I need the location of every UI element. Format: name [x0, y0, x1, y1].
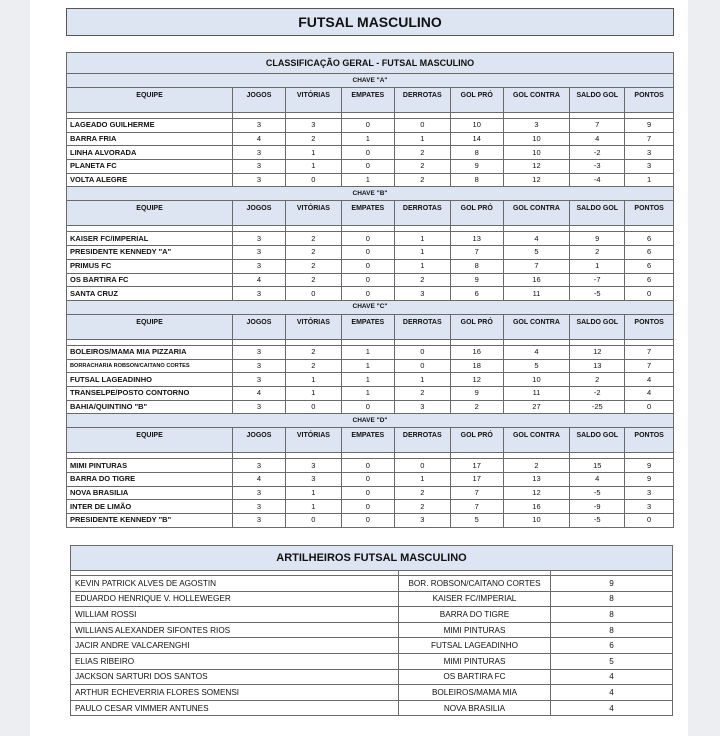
stat-cell: 3 [233, 459, 286, 473]
stat-cell: 2 [285, 132, 341, 146]
stat-cell: 7 [625, 359, 674, 373]
stat-cell: 1 [341, 173, 394, 187]
stat-cell: 0 [341, 486, 394, 500]
stat-cell: 3 [233, 232, 286, 246]
player-name-cell: JACKSON SARTURI DOS SANTOS [71, 669, 399, 685]
stat-cell: 6 [450, 287, 503, 301]
table-row [67, 259, 674, 273]
group-name: CHAVE "C" [67, 300, 674, 314]
stat-cell: 7 [503, 259, 570, 273]
stat-cell: 9 [625, 119, 674, 133]
column-header: JOGOS [233, 428, 286, 453]
stat-cell: 4 [625, 386, 674, 400]
stat-cell: 2 [285, 259, 341, 273]
stat-cell: 0 [341, 287, 394, 301]
team-name-cell: BAHIA/QUINTINO "B" [67, 400, 233, 414]
classification-title: CLASSIFICAÇÃO GERAL - FUTSAL MASCULINO [67, 53, 674, 74]
player-team-cell: NOVA BRASILIA [399, 700, 551, 716]
stat-cell: 2 [394, 273, 450, 287]
stat-cell: 0 [341, 119, 394, 133]
team-name-cell: NOVA BRASILIA [67, 486, 233, 500]
stat-cell: 1 [394, 232, 450, 246]
column-header: EQUIPE [67, 314, 233, 339]
stat-cell: 1 [285, 386, 341, 400]
goals-cell: 8 [551, 591, 673, 607]
stat-cell: 0 [341, 246, 394, 260]
stat-cell: 8 [450, 146, 503, 160]
stat-cell: 0 [394, 459, 450, 473]
column-header: GOL CONTRA [503, 428, 570, 453]
stat-cell: 10 [503, 146, 570, 160]
stat-cell: 17 [450, 473, 503, 487]
team-name-cell: FUTSAL LAGEADINHO [67, 373, 233, 387]
table-row [67, 173, 674, 187]
column-header: DERROTAS [394, 201, 450, 226]
column-header: EMPATES [341, 201, 394, 226]
column-header: GOL CONTRA [503, 88, 570, 113]
stat-cell: 1 [341, 132, 394, 146]
column-header: EMPATES [341, 88, 394, 113]
group-header-row [67, 414, 674, 428]
team-name-cell: PRESIDENTE KENNEDY "B" [67, 514, 233, 528]
stat-cell: 2 [394, 386, 450, 400]
stat-cell: 0 [285, 514, 341, 528]
group-name: CHAVE "D" [67, 414, 674, 428]
stat-cell: 3 [503, 119, 570, 133]
column-header: DERROTAS [394, 314, 450, 339]
table-row [67, 232, 674, 246]
table-row [67, 373, 674, 387]
team-name-cell: INTER DE LIMÃO [67, 500, 233, 514]
column-header: VITÓRIAS [285, 428, 341, 453]
stat-cell: 3 [233, 486, 286, 500]
column-header-row [67, 88, 674, 113]
team-name-cell: MIMI PINTURAS [67, 459, 233, 473]
stat-cell: -5 [570, 287, 625, 301]
column-header: EQUIPE [67, 428, 233, 453]
stat-cell: 7 [625, 345, 674, 359]
stat-cell: 3 [394, 514, 450, 528]
column-header: EMPATES [341, 314, 394, 339]
player-team-cell: OS BARTIRA FC [399, 669, 551, 685]
table-row [67, 386, 674, 400]
stat-cell: 13 [450, 232, 503, 246]
stat-cell: 10 [450, 119, 503, 133]
team-name-cell: LAGEADO GUILHERME [67, 119, 233, 133]
stat-cell: 1 [341, 386, 394, 400]
stat-cell: 6 [625, 273, 674, 287]
stat-cell: 12 [503, 173, 570, 187]
team-name-cell: OS BARTIRA FC [67, 273, 233, 287]
stat-cell: 3 [233, 345, 286, 359]
column-header-row [67, 428, 674, 453]
stat-cell: 9 [570, 232, 625, 246]
table-row [67, 486, 674, 500]
stat-cell: 12 [503, 486, 570, 500]
stat-cell: 0 [341, 232, 394, 246]
stat-cell: 6 [625, 259, 674, 273]
stat-cell: -3 [570, 160, 625, 174]
stat-cell: 0 [394, 119, 450, 133]
player-team-cell: MIMI PINTURAS [399, 653, 551, 669]
scorer-row [71, 685, 673, 701]
stat-cell: 1 [285, 373, 341, 387]
scorers-title: ARTILHEIROS FUTSAL MASCULINO [71, 546, 673, 571]
player-name-cell: EDUARDO HENRIQUE V. HOLLEWEGER [71, 591, 399, 607]
stat-cell: 0 [341, 500, 394, 514]
stat-cell: 7 [450, 500, 503, 514]
stat-cell: 2 [285, 345, 341, 359]
stat-cell: 3 [233, 146, 286, 160]
stat-cell: 1 [285, 160, 341, 174]
group-name: CHAVE "B" [67, 187, 674, 201]
stat-cell: 3 [233, 119, 286, 133]
team-name-cell: BARRA DO TIGRE [67, 473, 233, 487]
player-name-cell: WILLIANS ALEXANDER SIFONTES RIOS [71, 622, 399, 638]
scorer-row [71, 607, 673, 623]
stat-cell: 1 [394, 373, 450, 387]
stat-cell: 13 [503, 473, 570, 487]
team-name-cell: PLANETA FC [67, 160, 233, 174]
stat-cell: 9 [450, 386, 503, 400]
stat-cell: 5 [503, 246, 570, 260]
column-header: JOGOS [233, 314, 286, 339]
stat-cell: 8 [450, 173, 503, 187]
stat-cell: 1 [394, 259, 450, 273]
column-header: PONTOS [625, 201, 674, 226]
stat-cell: 3 [394, 400, 450, 414]
player-name-cell: PAULO CESAR VIMMER ANTUNES [71, 700, 399, 716]
stat-cell: 12 [450, 373, 503, 387]
stat-cell: -25 [570, 400, 625, 414]
stat-cell: 0 [625, 287, 674, 301]
table-row [67, 500, 674, 514]
stat-cell: 15 [570, 459, 625, 473]
stat-cell: 2 [503, 459, 570, 473]
stat-cell: 13 [570, 359, 625, 373]
stat-cell: 16 [450, 345, 503, 359]
stat-cell: 3 [285, 119, 341, 133]
team-name-cell: PRIMUS FC [67, 259, 233, 273]
stat-cell: 1 [341, 345, 394, 359]
stat-cell: 14 [450, 132, 503, 146]
team-name-cell: BARRA FRIA [67, 132, 233, 146]
stat-cell: 1 [285, 486, 341, 500]
column-header: GOL CONTRA [503, 201, 570, 226]
document-sheet [30, 0, 688, 736]
scorer-row [71, 576, 673, 592]
stat-cell: -2 [570, 386, 625, 400]
stat-cell: 4 [570, 132, 625, 146]
stat-cell: 2 [570, 246, 625, 260]
stat-cell: 2 [394, 173, 450, 187]
stat-cell: 2 [285, 359, 341, 373]
column-header: VITÓRIAS [285, 88, 341, 113]
scorer-row [71, 653, 673, 669]
column-header: VITÓRIAS [285, 314, 341, 339]
stat-cell: 10 [503, 373, 570, 387]
stat-cell: 1 [394, 246, 450, 260]
column-header: EQUIPE [67, 88, 233, 113]
stat-cell: 10 [503, 514, 570, 528]
stat-cell: 3 [233, 359, 286, 373]
stat-cell: 11 [503, 287, 570, 301]
stat-cell: 3 [233, 373, 286, 387]
stat-cell: 7 [450, 486, 503, 500]
goals-cell: 6 [551, 638, 673, 654]
stat-cell: 0 [341, 160, 394, 174]
scorer-row [71, 669, 673, 685]
column-header: EQUIPE [67, 201, 233, 226]
scorer-row [71, 622, 673, 638]
column-header: SALDO GOL [570, 314, 625, 339]
column-header: DERROTAS [394, 428, 450, 453]
stat-cell: 4 [503, 345, 570, 359]
stat-cell: 17 [450, 459, 503, 473]
table-row [67, 246, 674, 260]
column-header: GOL PRÓ [450, 428, 503, 453]
stat-cell: 5 [450, 514, 503, 528]
column-header: VITÓRIAS [285, 201, 341, 226]
table-row [67, 160, 674, 174]
stat-cell: 2 [394, 486, 450, 500]
stat-cell: 4 [570, 473, 625, 487]
table-row [67, 119, 674, 133]
stat-cell: 7 [625, 132, 674, 146]
column-header: PONTOS [625, 88, 674, 113]
stat-cell: 6 [625, 246, 674, 260]
table-row [67, 514, 674, 528]
stat-cell: 2 [450, 400, 503, 414]
table-row [67, 359, 674, 373]
stat-cell: 0 [341, 259, 394, 273]
table-row [67, 345, 674, 359]
stat-cell: 11 [503, 386, 570, 400]
column-header: GOL PRÓ [450, 201, 503, 226]
stat-cell: 4 [503, 232, 570, 246]
stat-cell: 8 [450, 259, 503, 273]
stat-cell: 0 [341, 400, 394, 414]
stat-cell: 3 [394, 287, 450, 301]
stat-cell: 6 [625, 232, 674, 246]
stat-cell: -9 [570, 500, 625, 514]
table-row [67, 400, 674, 414]
goals-cell: 4 [551, 685, 673, 701]
player-name-cell: WILLIAM ROSSI [71, 607, 399, 623]
goals-cell: 5 [551, 653, 673, 669]
stat-cell: 2 [570, 373, 625, 387]
player-team-cell: FUTSAL LAGEADINHO [399, 638, 551, 654]
column-header: PONTOS [625, 428, 674, 453]
stat-cell: 5 [503, 359, 570, 373]
stat-cell: 7 [450, 246, 503, 260]
team-name-cell: PRESIDENTE KENNEDY "A" [67, 246, 233, 260]
column-header: SALDO GOL [570, 428, 625, 453]
stat-cell: -2 [570, 146, 625, 160]
stat-cell: 2 [394, 146, 450, 160]
stat-cell: -4 [570, 173, 625, 187]
page-title: FUTSAL MASCULINO [66, 8, 674, 36]
player-name-cell: KEVIN PATRICK ALVES DE AGOSTIN [71, 576, 399, 592]
stat-cell: 3 [285, 459, 341, 473]
stat-cell: 0 [341, 146, 394, 160]
stat-cell: 2 [285, 273, 341, 287]
stat-cell: 1 [341, 359, 394, 373]
stat-cell: 9 [450, 273, 503, 287]
scorer-row [71, 700, 673, 716]
player-team-cell: BARRA DO TIGRE [399, 607, 551, 623]
classification-title-row [67, 53, 674, 74]
stat-cell: 16 [503, 273, 570, 287]
stat-cell: 0 [285, 400, 341, 414]
table-row [67, 146, 674, 160]
player-team-cell: BOR. ROBSON/CAITANO CORTES [399, 576, 551, 592]
stat-cell: -5 [570, 514, 625, 528]
stat-cell: 0 [341, 514, 394, 528]
team-name-cell: KAISER FC/IMPERIAL [67, 232, 233, 246]
group-header-row [67, 300, 674, 314]
stat-cell: 1 [341, 373, 394, 387]
stat-cell: 3 [233, 514, 286, 528]
stat-cell: 0 [285, 287, 341, 301]
group-name: CHAVE "A" [67, 74, 674, 88]
column-header: JOGOS [233, 88, 286, 113]
stat-cell: 3 [233, 246, 286, 260]
stat-cell: 4 [233, 386, 286, 400]
stat-cell: 9 [625, 473, 674, 487]
team-name-cell: BOLEIROS/MAMA MIA PIZZARIA [67, 345, 233, 359]
stat-cell: 4 [233, 473, 286, 487]
team-name-cell: BORRACHARIA ROBSON/CAITANO CORTES [67, 359, 233, 373]
stat-cell: 0 [341, 273, 394, 287]
team-name-cell: VOLTA ALEGRE [67, 173, 233, 187]
column-header: SALDO GOL [570, 88, 625, 113]
player-team-cell: BOLEIROS/MAMA MIA [399, 685, 551, 701]
stat-cell: 0 [341, 473, 394, 487]
stat-cell: -7 [570, 273, 625, 287]
player-name-cell: ELIAS RIBEIRO [71, 653, 399, 669]
goals-cell: 4 [551, 669, 673, 685]
stat-cell: 0 [625, 400, 674, 414]
stat-cell: 12 [570, 345, 625, 359]
classification-table [66, 52, 674, 528]
column-header: PONTOS [625, 314, 674, 339]
goals-cell: 9 [551, 576, 673, 592]
stat-cell: 3 [625, 486, 674, 500]
stat-cell: 4 [625, 373, 674, 387]
player-name-cell: ARTHUR ECHEVERRIA FLORES SOMENSI [71, 685, 399, 701]
stat-cell: 3 [625, 160, 674, 174]
stat-cell: 0 [394, 345, 450, 359]
stat-cell: 2 [285, 246, 341, 260]
stat-cell: 9 [625, 459, 674, 473]
stat-cell: 27 [503, 400, 570, 414]
player-team-cell: KAISER FC/IMPERIAL [399, 591, 551, 607]
stat-cell: 3 [625, 146, 674, 160]
team-name-cell: LINHA ALVORADA [67, 146, 233, 160]
goals-cell: 8 [551, 607, 673, 623]
stat-cell: 18 [450, 359, 503, 373]
stat-cell: 1 [285, 500, 341, 514]
stat-cell: 1 [285, 146, 341, 160]
stat-cell: 0 [625, 514, 674, 528]
table-row [67, 287, 674, 301]
column-header: GOL CONTRA [503, 314, 570, 339]
stat-cell: 4 [233, 273, 286, 287]
column-header: JOGOS [233, 201, 286, 226]
stat-cell: 3 [233, 500, 286, 514]
stat-cell: 1 [625, 173, 674, 187]
column-header: SALDO GOL [570, 201, 625, 226]
player-team-cell: MIMI PINTURAS [399, 622, 551, 638]
stat-cell: 10 [503, 132, 570, 146]
table-row [67, 273, 674, 287]
stat-cell: -5 [570, 486, 625, 500]
scorers-title-row [71, 546, 673, 571]
stat-cell: 3 [233, 173, 286, 187]
scorer-row [71, 638, 673, 654]
team-name-cell: SANTA CRUZ [67, 287, 233, 301]
top-scorers-table [70, 545, 673, 716]
column-header: DERROTAS [394, 88, 450, 113]
table-row [67, 132, 674, 146]
column-header-row [67, 314, 674, 339]
stat-cell: 2 [394, 160, 450, 174]
stat-cell: 3 [285, 473, 341, 487]
stat-cell: 3 [233, 160, 286, 174]
stat-cell: 2 [285, 232, 341, 246]
scorer-row [71, 591, 673, 607]
group-header-row [67, 74, 674, 88]
stat-cell: 3 [625, 500, 674, 514]
stat-cell: 4 [233, 132, 286, 146]
stat-cell: 7 [570, 119, 625, 133]
stat-cell: 16 [503, 500, 570, 514]
team-name-cell: TRANSELPE/POSTO CONTORNO [67, 386, 233, 400]
table-row [67, 473, 674, 487]
column-header: GOL PRÓ [450, 88, 503, 113]
stat-cell: 0 [341, 459, 394, 473]
stat-cell: 1 [394, 132, 450, 146]
goals-cell: 4 [551, 700, 673, 716]
stat-cell: 3 [233, 259, 286, 273]
group-header-row [67, 187, 674, 201]
table-row [67, 459, 674, 473]
stat-cell: 9 [450, 160, 503, 174]
column-header: EMPATES [341, 428, 394, 453]
stat-cell: 0 [394, 359, 450, 373]
column-header: GOL PRÓ [450, 314, 503, 339]
stat-cell: 3 [233, 400, 286, 414]
stat-cell: 1 [570, 259, 625, 273]
stat-cell: 1 [394, 473, 450, 487]
goals-cell: 8 [551, 622, 673, 638]
stat-cell: 3 [233, 287, 286, 301]
stat-cell: 2 [394, 500, 450, 514]
stat-cell: 12 [503, 160, 570, 174]
stat-cell: 0 [285, 173, 341, 187]
player-name-cell: JACIR ANDRE VALCARENGHI [71, 638, 399, 654]
column-header-row [67, 201, 674, 226]
